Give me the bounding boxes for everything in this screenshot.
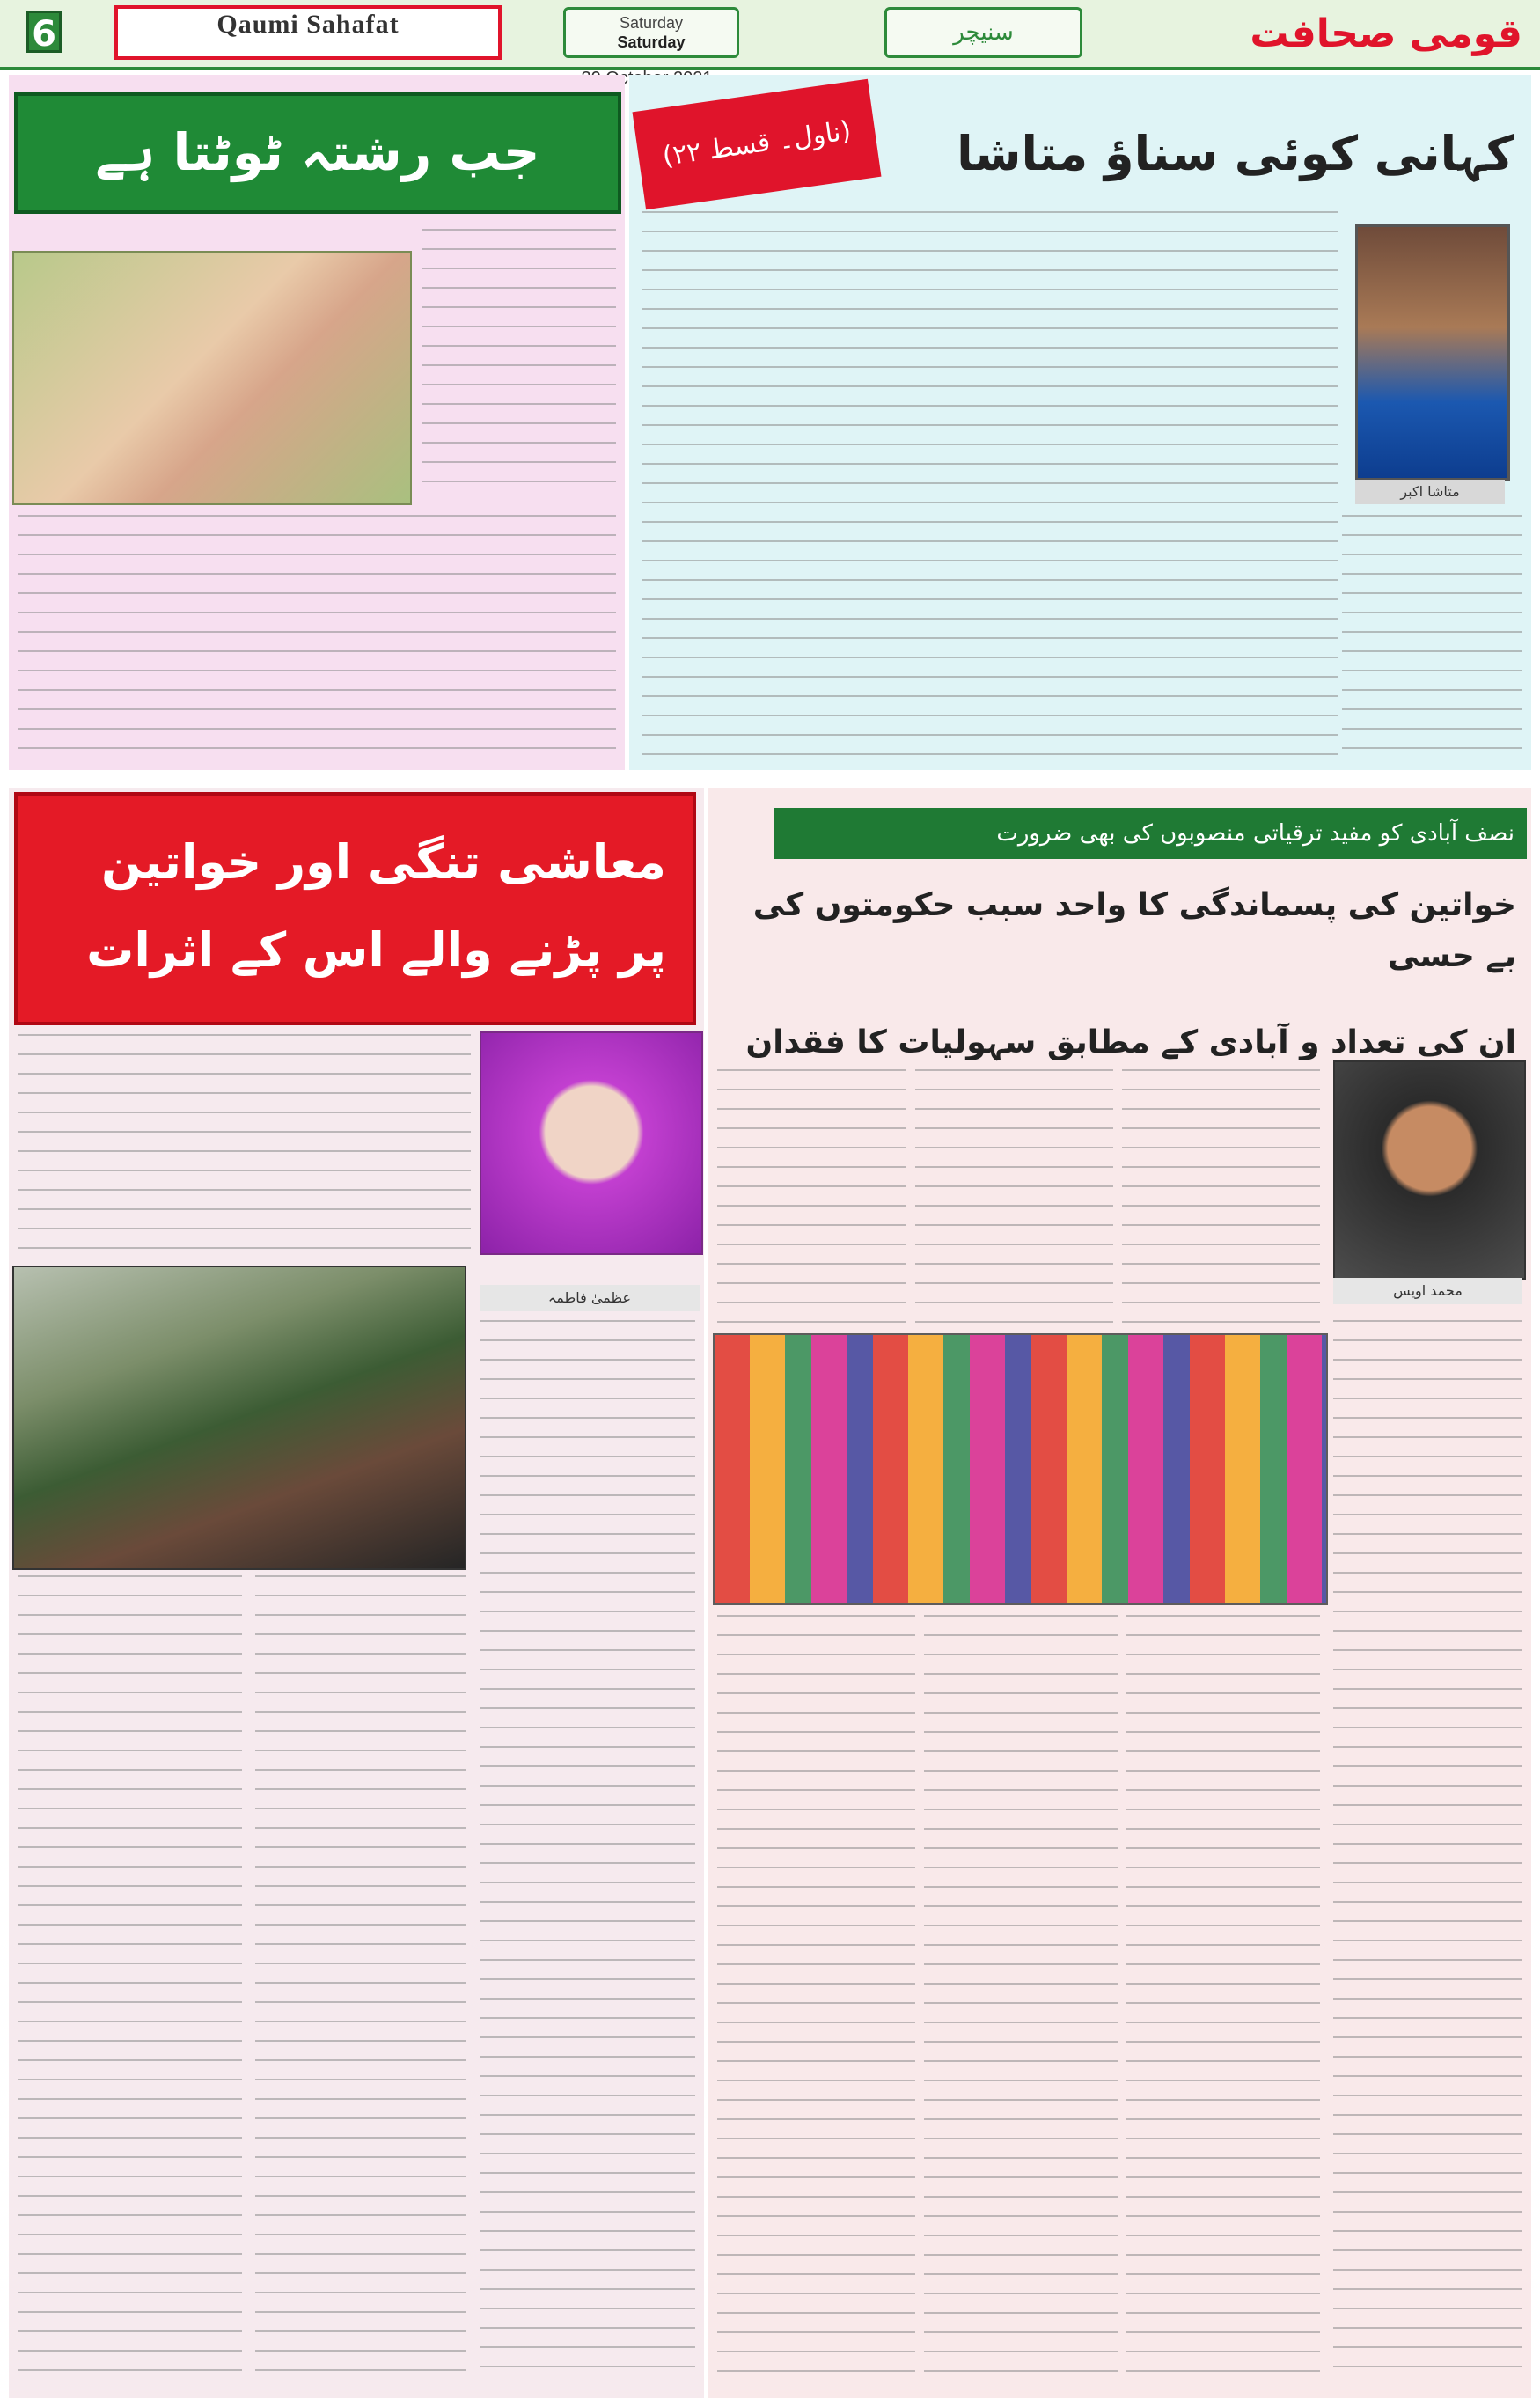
paper-name-box bbox=[114, 5, 502, 60]
serial-tag: (ناول۔ قسط ۲۲) bbox=[633, 79, 882, 209]
text-column bbox=[422, 229, 616, 493]
bottom-left-title: معاشی تنگی اور خواتین پر پڑنے والے اس کے اثرات bbox=[14, 792, 696, 1025]
day-value: Saturday bbox=[617, 33, 686, 51]
horses-photo bbox=[12, 1266, 466, 1570]
text-column bbox=[642, 211, 1338, 757]
headline-line2: ان کی تعداد و آبادی کے مطابق سہولیات کا فقدان bbox=[745, 1024, 1516, 1060]
top-left-title: جب رشتہ ٹوٹتا ہے bbox=[14, 92, 621, 214]
text-column bbox=[717, 1069, 906, 1325]
text-column bbox=[480, 1320, 695, 2385]
text-column bbox=[1122, 1069, 1320, 1325]
page-number: 6 bbox=[26, 11, 62, 53]
text-column bbox=[18, 515, 616, 761]
author-caption: محمد اویس bbox=[1333, 1278, 1522, 1304]
bottom-right-headline bbox=[713, 880, 1527, 1060]
brand-urdu: قومی صحافت bbox=[1250, 11, 1522, 56]
top-right-title: کہانی کوئی سناؤ متاشا bbox=[957, 126, 1514, 181]
paper-name-en: Qaumi Sahafat bbox=[216, 10, 400, 39]
text-column bbox=[18, 1575, 242, 2385]
headline-line1: خواتین کی پسماندگی کا واحد سبب حکومتوں کی بے حسی bbox=[752, 887, 1516, 974]
text-column bbox=[915, 1069, 1113, 1325]
author-photo-man bbox=[1333, 1060, 1526, 1280]
hands-photo bbox=[12, 251, 412, 505]
author-photo-girl bbox=[480, 1031, 703, 1255]
text-column bbox=[1333, 1320, 1522, 2385]
green-strip: نصف آبادی کو مفید ترقیاتی منصوبوں کی بھی ضرورت bbox=[774, 808, 1527, 859]
author-caption: عظمیٰ فاطمہ bbox=[480, 1285, 700, 1311]
crowd-photo bbox=[713, 1333, 1328, 1605]
urdu-day-box: سنیچر bbox=[884, 7, 1082, 58]
text-column bbox=[1126, 1615, 1320, 2385]
day-label: Saturday bbox=[619, 14, 684, 32]
day-box bbox=[563, 7, 739, 58]
author-caption: متاشا اکبر bbox=[1355, 480, 1505, 504]
text-column bbox=[717, 1615, 915, 2385]
text-column bbox=[924, 1615, 1118, 2385]
text-column bbox=[18, 1034, 471, 1254]
author-photo-woman bbox=[1355, 224, 1510, 481]
text-column bbox=[1342, 515, 1522, 757]
text-column bbox=[255, 1575, 466, 2385]
